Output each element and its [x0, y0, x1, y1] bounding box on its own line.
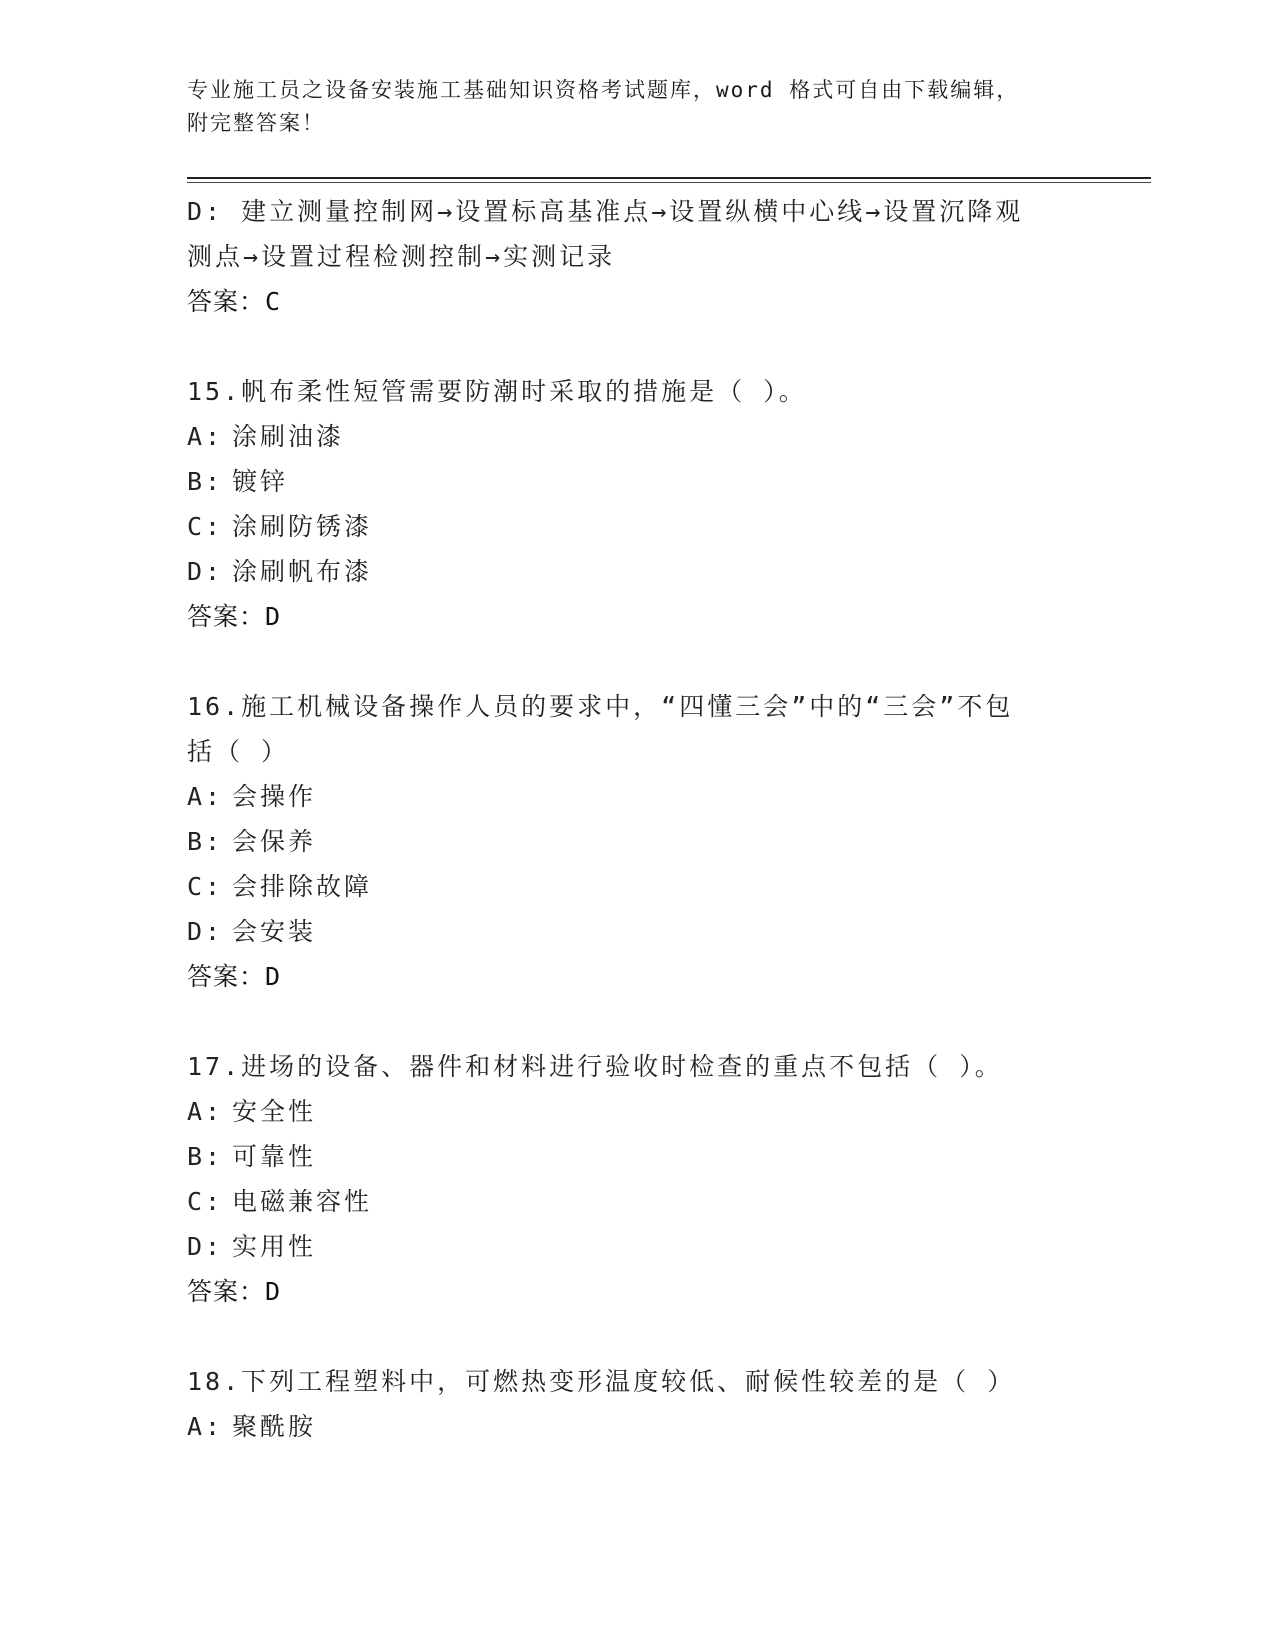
option-label: C:	[187, 512, 224, 541]
option-c	[187, 864, 1087, 909]
option-label: A:	[187, 422, 224, 451]
option-text: 会保养	[232, 827, 317, 856]
option-b	[187, 1134, 1087, 1179]
question-18	[187, 1359, 1087, 1449]
option-label: C:	[187, 872, 224, 901]
option-text: 实用性	[232, 1232, 317, 1261]
question-16	[187, 684, 1087, 999]
carry-over-block	[187, 189, 1087, 324]
option-label: B:	[187, 467, 224, 496]
option-b	[187, 459, 1087, 504]
spacer	[187, 1314, 1087, 1359]
option-label: A:	[187, 782, 224, 811]
option-label: C:	[187, 1187, 224, 1216]
option-text: 涂刷油漆	[232, 422, 345, 451]
question-stem: 15.帆布柔性短管需要防潮时采取的措施是（ ）。	[187, 377, 807, 406]
option-label: A:	[187, 1097, 224, 1126]
option-a	[187, 1404, 1087, 1449]
answer-line: 答案：D	[187, 602, 282, 631]
option-text: 电磁兼容性	[232, 1187, 373, 1216]
option-label: D:	[187, 1232, 224, 1261]
option-d-line-2: 测点→设置过程检测控制→实测记录	[187, 242, 616, 271]
spacer	[187, 999, 1087, 1044]
header-divider-thick	[187, 177, 1151, 179]
document-header	[187, 74, 1087, 140]
option-text: 会排除故障	[232, 872, 373, 901]
question-stem: 18.下列工程塑料中，可燃热变形温度较低、耐候性较差的是（ ）	[187, 1367, 1016, 1396]
spacer	[187, 639, 1087, 684]
option-d	[187, 1224, 1087, 1269]
answer-line: 答案：D	[187, 1277, 282, 1306]
option-label: A:	[187, 1412, 224, 1441]
question-stem-line-2: 括（ ）	[187, 737, 290, 766]
answer-line: 答案：C	[187, 287, 282, 316]
option-text: 会操作	[232, 782, 317, 811]
option-c	[187, 504, 1087, 549]
answer-line: 答案：D	[187, 962, 282, 991]
option-label: D:	[187, 557, 224, 586]
option-text: 可靠性	[232, 1142, 317, 1171]
option-a	[187, 1089, 1087, 1134]
option-d	[187, 909, 1087, 954]
question-stem-line-1: 16.施工机械设备操作人员的要求中，“四懂三会”中的“三会”不包	[187, 692, 1014, 721]
option-text: 聚酰胺	[232, 1412, 317, 1441]
header-divider-thin	[187, 182, 1151, 183]
spacer	[187, 324, 1087, 369]
header-line-2: 附完整答案！	[187, 111, 325, 135]
option-text: 涂刷帆布漆	[232, 557, 373, 586]
question-15	[187, 369, 1087, 639]
option-label: B:	[187, 1142, 224, 1171]
question-17	[187, 1044, 1087, 1314]
option-c	[187, 1179, 1087, 1224]
option-label: B:	[187, 827, 224, 856]
option-text: 安全性	[232, 1097, 317, 1126]
question-list	[187, 189, 1087, 1449]
option-label: D:	[187, 917, 224, 946]
header-line-1: 专业施工员之设备安装施工基础知识资格考试题库，word 格式可自由下载编辑，	[187, 78, 1020, 102]
option-text: 涂刷防锈漆	[232, 512, 373, 541]
option-a	[187, 774, 1087, 819]
question-stem: 17.进场的设备、器件和材料进行验收时检查的重点不包括（ ）。	[187, 1052, 1003, 1081]
option-d	[187, 549, 1087, 594]
option-text: 会安装	[232, 917, 317, 946]
option-text: 镀锌	[232, 467, 289, 496]
option-d-line-1: D: 建立测量控制网→设置标高基准点→设置纵横中心线→设置沉降观	[187, 197, 1024, 226]
option-b	[187, 819, 1087, 864]
option-a	[187, 414, 1087, 459]
